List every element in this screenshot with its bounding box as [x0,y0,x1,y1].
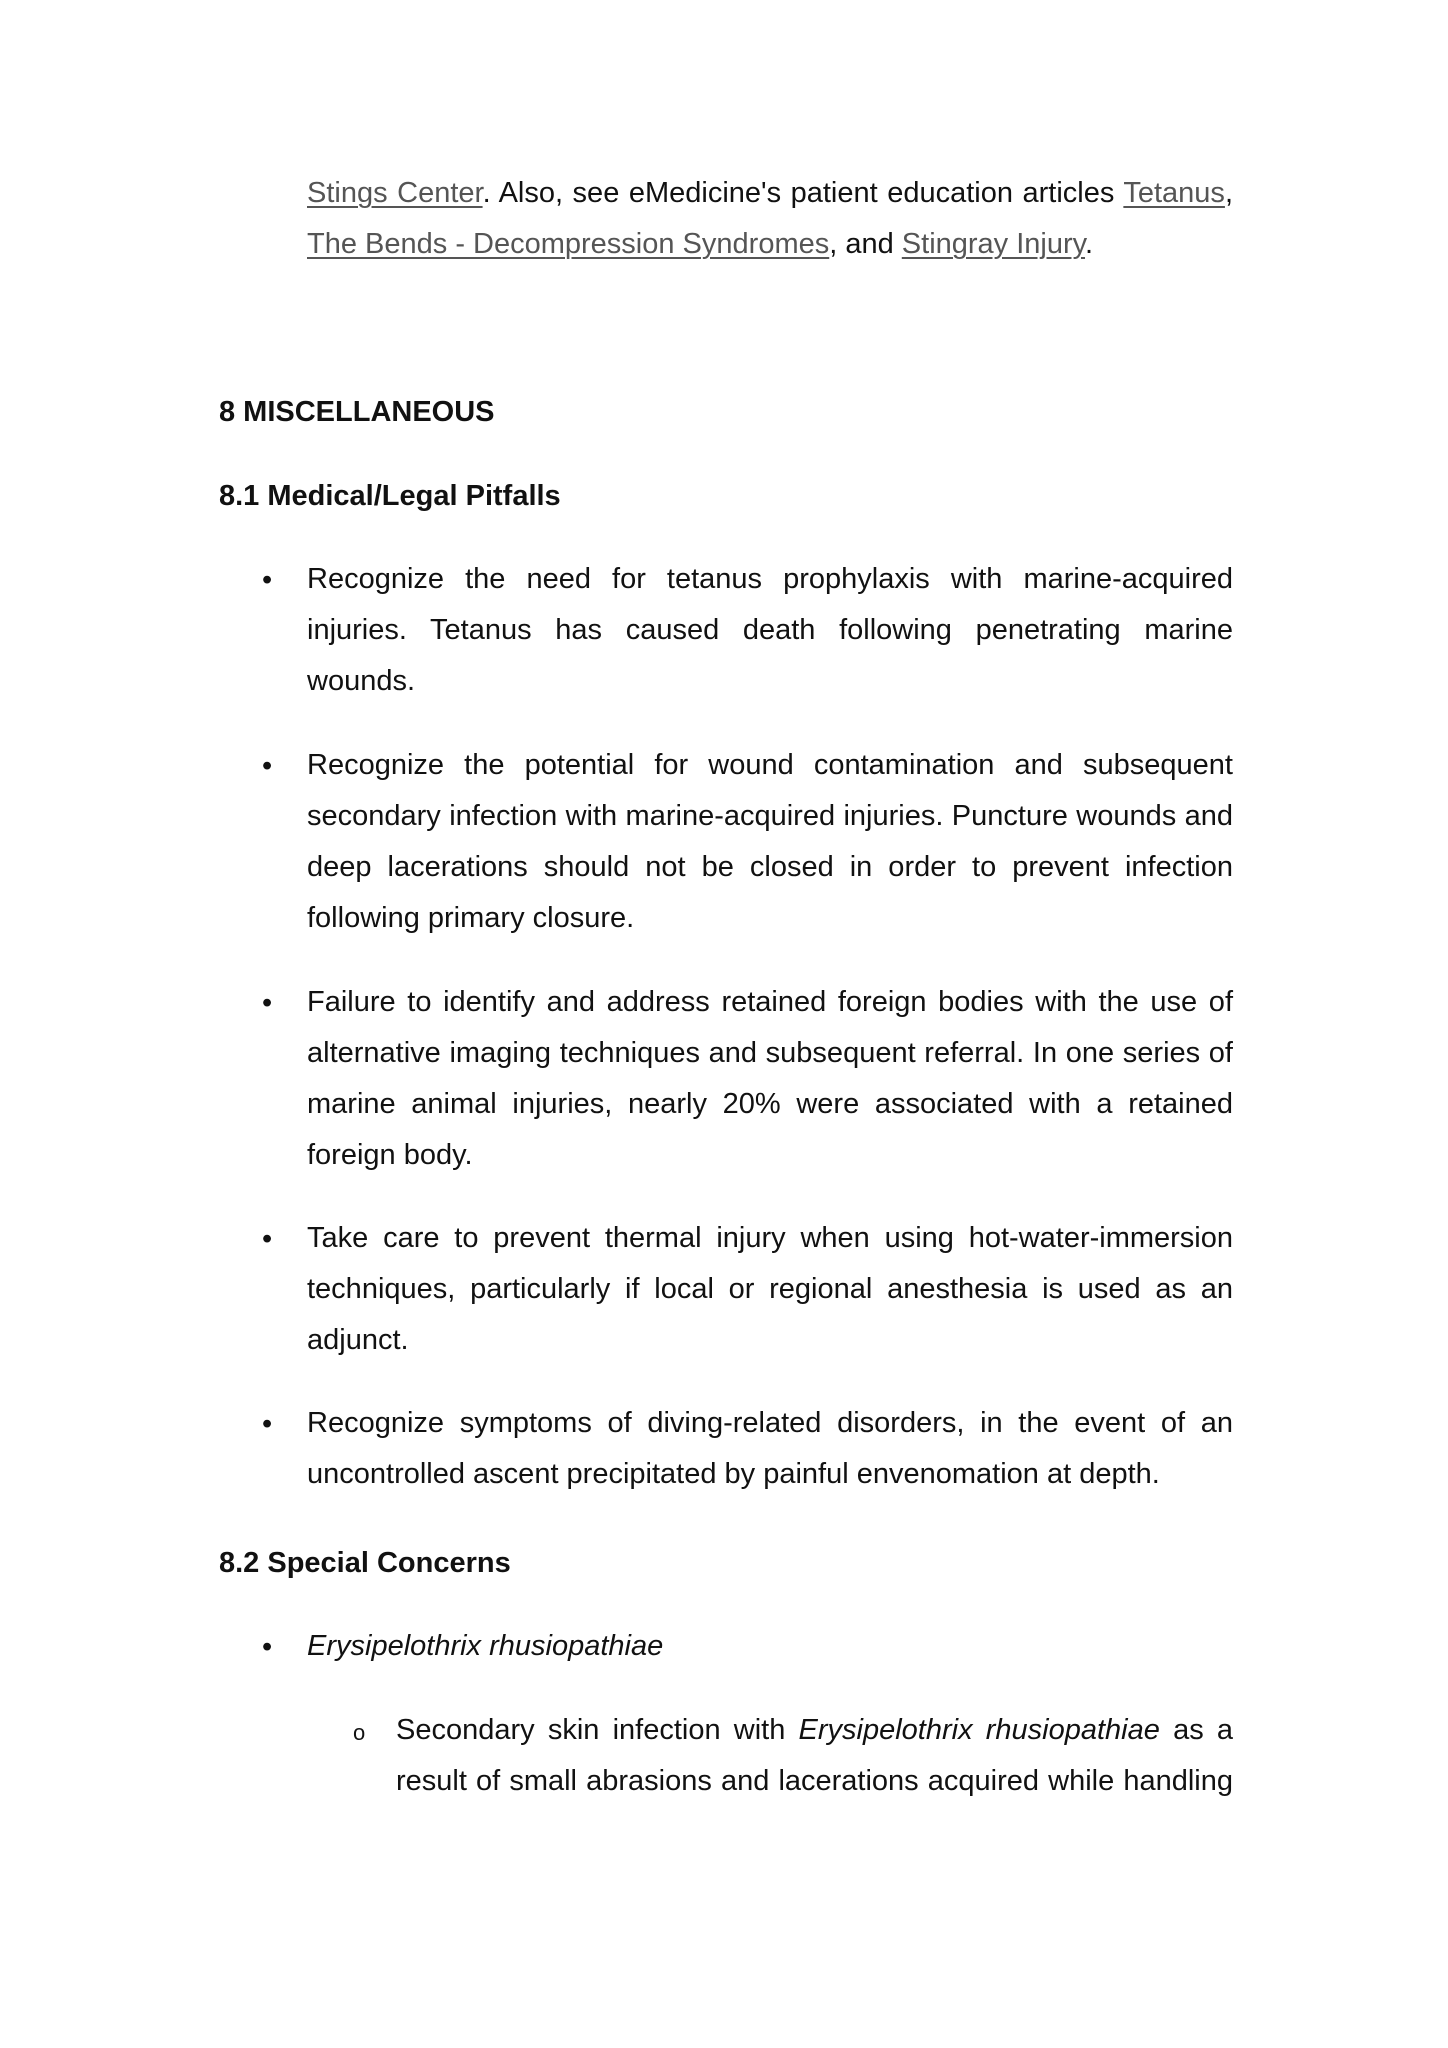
link-the-bends[interactable]: The Bends - Decompression Syndromes [307,228,830,260]
link-stingray-injury[interactable]: Stingray Injury [901,228,1086,260]
pitfall-item-3: Failure to identify and address retained foreign bodies with the use of alternative imaging techniques and subsequent referral. In one series of marine animal injuries, nearly 20% were associated with a retained foreign body. [307,986,1233,1171]
sub-item-italic: Erysipelothrix rhusiopathiae [798,1714,1160,1746]
special-concern-erysipelothrix: Erysipelothrix rhusiopathiae [307,1630,664,1662]
sub-item-skin-infection [396,1705,1233,1807]
link-stings-center[interactable]: Stings Center [307,177,483,209]
heading-8-1-pitfalls: 8.1 Medical/Legal Pitfalls [219,480,561,512]
intro-text-3: , and [829,228,902,260]
bullet-icon: • [262,987,273,1019]
heading-8-miscellaneous: 8 MISCELLANEOUS [219,396,495,428]
sub-item-text-2: as a result of small abrasions and lacerations acquired while handling [396,1714,1234,1797]
bullet-icon: • [262,1223,273,1255]
intro-paragraph [307,168,1233,270]
bullet-icon: • [262,564,273,596]
sub-bullet-icon: o [353,1720,366,1745]
sub-item-text-1: Secondary skin infection with [396,1714,799,1746]
link-tetanus[interactable]: Tetanus [1123,177,1225,209]
heading-8-2-special-concerns: 8.2 Special Concerns [219,1547,511,1579]
pitfall-item-2: Recognize the potential for wound contamination and subsequent secondary infection with marine-acquired injuries. Puncture wounds and deep lacerations should not be closed in order to prevent infection following primary closure. [307,749,1233,934]
intro-text-2: , [1224,177,1233,209]
intro-text-1: . Also, see eMedicine's patient education articles [482,177,1124,209]
pitfall-item-1: Recognize the need for tetanus prophylaxis with marine-acquired injuries. Tetanus has caused death following penetrating marine wounds. [307,563,1233,697]
pitfall-item-5: Recognize symptoms of diving-related disorders, in the event of an uncontrolled ascent precipitated by painful envenomation at depth. [307,1407,1233,1490]
bullet-icon: • [262,1631,273,1663]
pitfall-item-4: Take care to prevent thermal injury when using hot-water-immersion techniques, particularly if local or regional anesthesia is used as an adjunct. [307,1222,1233,1356]
bullet-icon: • [262,1408,273,1440]
bullet-icon: • [262,750,273,782]
intro-text-4: . [1085,228,1094,260]
